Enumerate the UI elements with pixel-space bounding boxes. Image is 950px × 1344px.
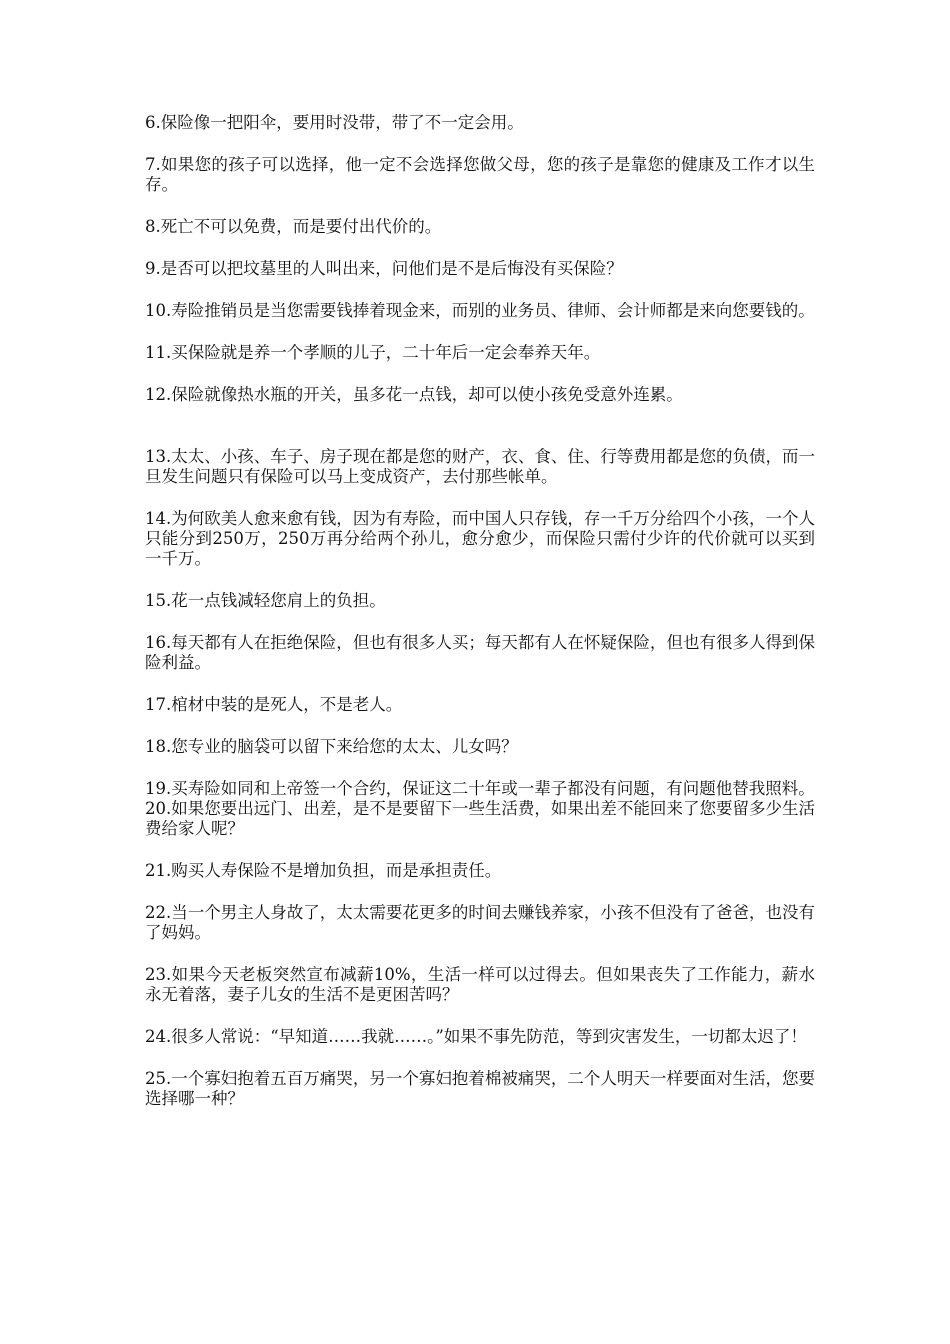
paragraph-13: 13.太太、小孩、车子、房子现在都是您的财产，衣、食、住、行等费用都是您的负债，而一旦发生问题只有保险可以马上变成资产，去付那些帐单。	[145, 447, 815, 486]
paragraph-16: 16.每天都有人在拒绝保险，但也有很多人买；每天都有人在怀疑保险，但也有很多人得到保险利益。	[145, 633, 815, 672]
paragraph-21: 21.购买人寿保险不是增加负担，而是承担责任。	[145, 861, 502, 880]
paragraph-23: 23.如果今天老板突然宣布减薪10%，生活一样可以过得去。但如果丧失了工作能力，薪水永无着落，妻子儿女的生活不是更困苦吗？	[145, 965, 815, 1004]
paragraph-24: 24.很多人常说：“早知道……我就……。”如果不事先防范，等到灾害发生，一切都太迟了！	[145, 1027, 807, 1046]
paragraph-7: 7.如果您的孩子可以选择，他一定不会选择您做父母，您的孩子是靠您的健康及工作才以生存。	[145, 155, 815, 194]
paragraph-20: 20.如果您要出远门、出差，是不是要留下一些生活费，如果出差不能回来了您要留多少生活费给家人呢？	[145, 799, 815, 838]
paragraph-18: 18.您专业的脑袋可以留下来给您的太太、儿女吗？	[145, 737, 518, 756]
paragraph-10: 10.寿险推销员是当您需要钱捧着现金来，而别的业务员、律师、会计师都是来向您要钱的。	[145, 301, 815, 320]
paragraph-19: 19.买寿险如同和上帝签一个合约，保证这二十年或一辈子都没有问题，有问题他替我照料。	[145, 779, 815, 798]
paragraph-25: 25.一个寡妇抱着五百万痛哭，另一个寡妇抱着棉被痛哭，二个人明天一样要面对生活，您要选择哪一种？	[145, 1069, 815, 1108]
paragraph-14: 14.为何欧美人愈来愈有钱，因为有寿险，而中国人只存钱，存一千万分给四个小孩，一个人只能分到250万，250万再分给两个孙儿，愈分愈少，而保险只需付少许的代价就可以买到一千万。	[145, 509, 815, 568]
paragraph-22: 22.当一个男主人身故了，太太需要花更多的时间去赚钱养家，小孩不但没有了爸爸，也没有了妈妈。	[145, 903, 815, 942]
paragraph-11: 11.买保险就是养一个孝顺的儿子，二十年后一定会奉养天年。	[145, 343, 601, 362]
paragraph-12: 12.保险就像热水瓶的开关，虽多花一点钱，却可以使小孩免受意外连累。	[145, 385, 683, 404]
paragraph-9: 9.是否可以把坟墓里的人叫出来，问他们是不是后悔没有买保险？	[145, 259, 623, 278]
paragraph-8: 8.死亡不可以免费，而是要付出代价的。	[145, 217, 442, 236]
document-body	[145, 113, 815, 1109]
paragraph-6: 6.保险像一把阳伞，要用时没带，带了不一定会用。	[145, 113, 524, 132]
paragraph-15: 15.花一点钱减轻您肩上的负担。	[145, 591, 386, 610]
paragraph-17: 17.棺材中装的是死人，不是老人。	[145, 695, 403, 714]
